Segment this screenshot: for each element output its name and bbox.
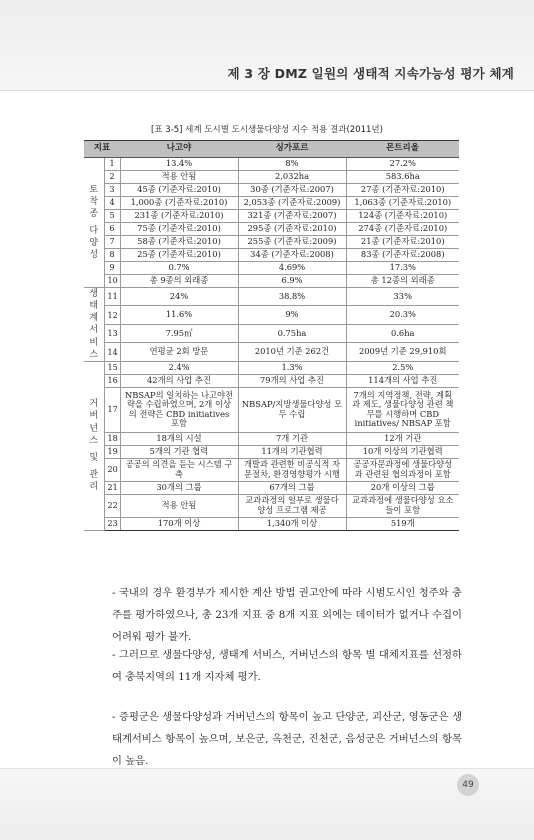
cell-singapore: 34종 (기준자료:2008) [238, 249, 346, 262]
table-row [84, 324, 459, 342]
cell-montreal: 274종 (기준자료:2010) [346, 223, 459, 236]
cell-montreal: 2.5% [346, 361, 459, 374]
cell-montreal: 0.6ha [346, 324, 459, 342]
table-row [84, 387, 459, 432]
indicator-number: 11 [104, 288, 120, 306]
cell-singapore: 9% [238, 306, 346, 324]
cell-montreal: 21종 (기준자료:2010) [346, 236, 459, 249]
cell-montreal: 20개 이상의 그룹 [346, 481, 459, 494]
category-char: 토 [89, 184, 99, 195]
cell-montreal: 2009년 기준 29,910회 [346, 343, 459, 361]
paragraph-3: - 증평군은 생물다양성과 거버넌스의 항목이 높고 단양군, 괴산군, 영동군은 생태계서비스 항목이 높으며, 보은군, 옥천군, 진천군, 음성군은 거버넌스의 항목이 높음. [112, 711, 462, 767]
cell-singapore: 1.3% [238, 361, 346, 374]
category-char: 착 [89, 196, 99, 207]
category-char: 종 [89, 208, 99, 219]
cell-montreal: 1,063종 (기준자료:2010) [346, 197, 459, 210]
indicator-number: 12 [104, 306, 120, 324]
cell-nagoya: 연평균 2회 방문 [120, 343, 238, 361]
table-row [84, 306, 459, 324]
table-row [84, 249, 459, 262]
cell-singapore: 11개의 기관협력 [238, 445, 346, 458]
table-row [84, 481, 459, 494]
cell-nagoya: 75종 (기준자료:2010) [120, 223, 238, 236]
cell-montreal: 583.6ha [346, 171, 459, 184]
cell-singapore: 개발과 관련한 비공식적 자문절차, 환경영향평가 시행 [238, 458, 346, 481]
cell-montreal: 12개 기관 [346, 432, 459, 445]
cell-nagoya: 25종 (기준자료:2010) [120, 249, 238, 262]
cell-montreal: 17.3% [346, 262, 459, 275]
cell-nagoya: 7.95㎡ [120, 324, 238, 342]
category-char: 및 [89, 452, 99, 463]
indicator-number: 1 [104, 158, 120, 171]
table-row [84, 210, 459, 223]
indicator-number: 2 [104, 171, 120, 184]
table-row [84, 197, 459, 210]
cell-nagoya: 2.4% [120, 361, 238, 374]
table-row [84, 361, 459, 374]
cell-montreal: 114개의 사업 추진 [346, 374, 459, 387]
table-row [84, 184, 459, 197]
cell-montreal: 27종 (기준자료:2010) [346, 184, 459, 197]
category-char: 생 [89, 289, 99, 299]
header-nagoya: 나고야 [120, 141, 238, 158]
cell-nagoya: 1,000종 (기준자료:2010) [120, 197, 238, 210]
cell-singapore: 2,053종 (기준자료:2009) [238, 197, 346, 210]
category-label-g1 [84, 158, 104, 288]
header-singapore: 싱가포르 [238, 141, 346, 158]
cell-singapore: 67개의 그룹 [238, 481, 346, 494]
cell-nagoya: 공공의 의견을 듣는 시스템 구축 [120, 458, 238, 481]
header-montreal: 몬트리올 [346, 141, 459, 158]
cell-nagoya: 58종 (기준자료:2010) [120, 236, 238, 249]
indicator-number: 16 [104, 374, 120, 387]
indicator-number: 21 [104, 481, 120, 494]
indicator-number: 15 [104, 361, 120, 374]
table-row [84, 171, 459, 184]
indicator-number: 14 [104, 343, 120, 361]
category-char: 스 [89, 435, 99, 446]
table-row [84, 343, 459, 361]
cell-nagoya: 총 9종의 외래종 [120, 275, 238, 288]
table-caption: [표 3-5] 세계 도시별 도시생물다양성 지수 적용 결과(2011년) [151, 125, 383, 135]
indicator-number: 19 [104, 445, 120, 458]
cell-nagoya: 적용 안됨 [120, 171, 238, 184]
table-row [84, 262, 459, 275]
category-char: 스 [89, 349, 99, 360]
indicator-number: 7 [104, 236, 120, 249]
cell-nagoya: 231종 (기준자료:2010) [120, 210, 238, 223]
cell-nagoya: NBSAP의 일치하는 나고야전략을 수립하였으며, 2개 이상의 전략은 CBD initiatives 포함 [120, 387, 238, 432]
cell-singapore: 79개의 사업 추진 [238, 374, 346, 387]
indicator-number: 23 [104, 517, 120, 530]
category-label-g3 [84, 361, 104, 530]
cell-singapore: 30종 (기준자료:2007) [238, 184, 346, 197]
category-char: 거 [89, 399, 99, 410]
category-label-g2 [84, 288, 104, 362]
header-indicator: 지표 [84, 141, 120, 158]
cell-montreal: 총 12종의 외래종 [346, 275, 459, 288]
header-divider [0, 90, 534, 91]
cell-nagoya: 30개의 그룹 [120, 481, 238, 494]
table-row [84, 288, 459, 306]
page-number: 49 [457, 774, 479, 796]
category-char: 양 [89, 238, 99, 249]
cell-singapore: 6.9% [238, 275, 346, 288]
category-char: 다 [89, 226, 99, 236]
category-char: 리 [89, 482, 99, 493]
indicator-number: 18 [104, 432, 120, 445]
indicator-number: 6 [104, 223, 120, 236]
cell-singapore: 255종 (기준자료:2009) [238, 236, 346, 249]
table-row [84, 517, 459, 530]
paragraph-2: - 그러므로 생물다양성, 생태계 서비스, 거버넌스의 항목 별 대체지표를 선정하여 충북지역의 11개 지자체 평가. [112, 649, 462, 683]
category-char: 비 [89, 337, 99, 348]
cell-singapore: NBSAP/지방생물다양성 모두 수립 [238, 387, 346, 432]
category-char: 버 [89, 411, 99, 422]
cell-singapore: 321종 (기준자료:2007) [238, 210, 346, 223]
cell-nagoya: 0.7% [120, 262, 238, 275]
cell-montreal: 공공자문과정에 생물다양성과 관련된 협의과정이 포함 [346, 458, 459, 481]
table-row [84, 494, 459, 517]
indicator-number: 22 [104, 494, 120, 517]
cell-montreal: 519개 [346, 517, 459, 530]
cell-singapore: 4.69% [238, 262, 346, 275]
cell-montreal: 20.3% [346, 306, 459, 324]
indicator-number: 3 [104, 184, 120, 197]
cell-nagoya: 42개의 사업 추진 [120, 374, 238, 387]
table-row [84, 445, 459, 458]
indicator-number: 4 [104, 197, 120, 210]
cell-nagoya: 45종 (기준자료:2010) [120, 184, 238, 197]
table-row [84, 223, 459, 236]
category-char: 태 [89, 301, 99, 312]
table-row [84, 275, 459, 288]
cell-montreal: 10개 이상의 기관협력 [346, 445, 459, 458]
indicator-number: 17 [104, 387, 120, 432]
table-row [84, 432, 459, 445]
cell-nagoya: 170개 이상 [120, 517, 238, 530]
cell-nagoya: 18개의 시설 [120, 432, 238, 445]
table-row [84, 236, 459, 249]
footer-band [0, 769, 534, 840]
indicator-number: 9 [104, 262, 120, 275]
cell-singapore: 7개 기관 [238, 432, 346, 445]
cell-singapore: 295종 (기준자료:2010) [238, 223, 346, 236]
cell-singapore: 2010년 기준 262건 [238, 343, 346, 361]
table-body [84, 158, 459, 531]
cell-montreal: 124종 (기준자료:2010) [346, 210, 459, 223]
chapter-title: 제 3 장 DMZ 일원의 생태적 지속가능성 평가 체계 [227, 66, 514, 81]
indicator-number: 5 [104, 210, 120, 223]
cell-singapore: 38.8% [238, 288, 346, 306]
cell-nagoya: 24% [120, 288, 238, 306]
cell-singapore: 2,032ha [238, 171, 346, 184]
cell-singapore: 1,340개 이상 [238, 517, 346, 530]
paragraph-1: - 국내의 경우 환경부가 제시한 계산 방법 권고안에 따라 시범도시인 청주와 충주를 평가하였으나, 총 23개 지표 중 8개 지표 외에는 데이터가 없거나 수집이 어려워 평가 불가. [112, 587, 462, 643]
cell-montreal: 83종 (기준자료:2008) [346, 249, 459, 262]
cell-singapore: 교과과정의 일부로 생물다양성 프로그램 제공 [238, 494, 346, 517]
indicator-number: 20 [104, 458, 120, 481]
category-char: 성 [89, 250, 99, 261]
cell-montreal: 7개의 지역정책, 전략, 계획과 제도, 생물다양성 관련 책무를 시행하며 CBD initiatives/ NBSAP 포함 [346, 387, 459, 432]
category-char: 넌 [89, 423, 99, 434]
cell-nagoya: 5개의 기관 협력 [120, 445, 238, 458]
indicator-number: 8 [104, 249, 120, 262]
index-table [84, 140, 459, 531]
cell-montreal: 33% [346, 288, 459, 306]
cell-nagoya: 11.6% [120, 306, 238, 324]
table-header-row [84, 141, 459, 158]
category-char: 관 [89, 470, 99, 481]
cell-nagoya: 13.4% [120, 158, 238, 171]
category-char: 서 [89, 325, 99, 336]
cell-singapore: 8% [238, 158, 346, 171]
cell-montreal: 교과과정에 생물다양성 요소들이 포함 [346, 494, 459, 517]
indicator-number: 13 [104, 324, 120, 342]
category-char: 계 [89, 313, 99, 324]
cell-montreal: 27.2% [346, 158, 459, 171]
indicator-number: 10 [104, 275, 120, 288]
table-row [84, 158, 459, 171]
table-row [84, 374, 459, 387]
table-row [84, 458, 459, 481]
cell-nagoya: 적용 안됨 [120, 494, 238, 517]
cell-singapore: 0.75ha [238, 324, 346, 342]
